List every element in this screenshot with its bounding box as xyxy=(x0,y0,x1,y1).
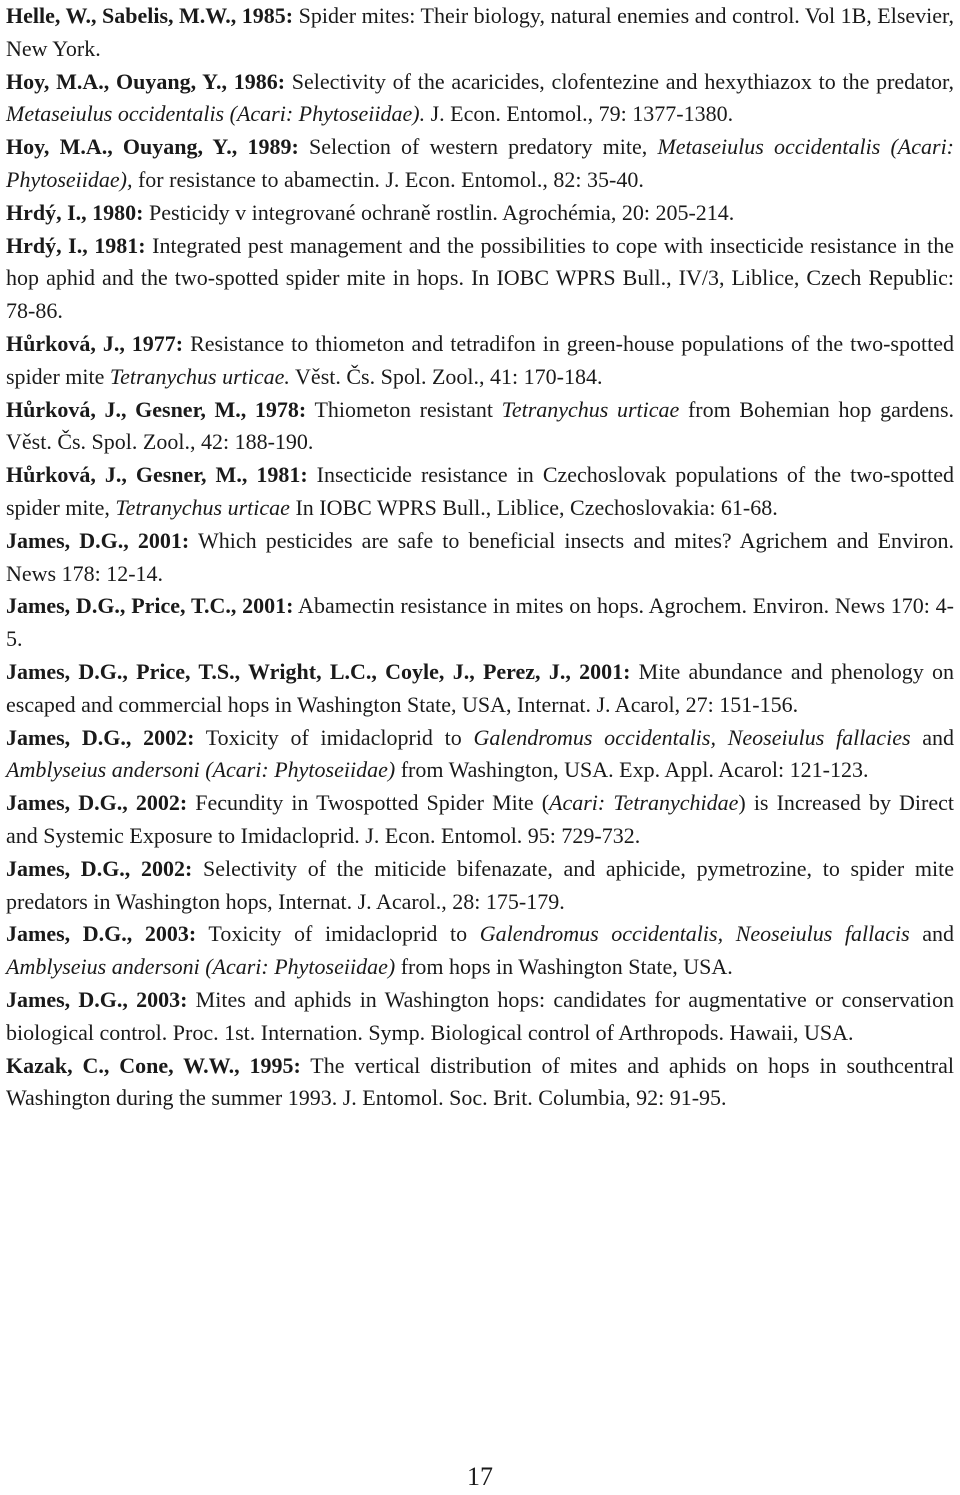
reference-entry xyxy=(6,394,954,460)
reference-authors-year: James, D.G., 2002: xyxy=(6,790,188,816)
reference-authors-year: James, D.G., Price, T.S., Wright, L.C., Coyle, J., Perez, J., 2001: xyxy=(6,658,631,684)
reference-italic-text: Metaseiulus occidentalis (Acari: Phytoseiidae). xyxy=(6,101,426,127)
reference-text: Resistance to thiometon and tetradifon in green-house populations of the two-spotted spider mite xyxy=(6,330,954,389)
reference-text: Fecundity in Twospotted Spider Mite ( xyxy=(187,790,550,816)
reference-italic-text: Tetranychus urticae. xyxy=(109,363,290,389)
reference-text: Integrated pest management and the possibilities to cope with insecticide resistance in the hop aphid and the two-spotted spider mite in hops. In IOBC WPRS Bull., IV/3, Liblice, Czech Republic: 78-86. xyxy=(6,232,954,324)
reference-entry xyxy=(6,722,954,788)
reference-text: Mite abundance and phenology on escaped and commercial hops in Washington State, USA, Internat. J. Acarol, 27: 151-156. xyxy=(6,658,954,717)
reference-authors-year: Hrdý, I., 1981: xyxy=(6,232,146,258)
reference-text: In IOBC WPRS Bull., Liblice, Czechoslovakia: 61-68. xyxy=(289,494,778,520)
reference-text: Pesticidy v integrované ochraně rostlin. Agrochémia, 20: 205-214. xyxy=(143,199,735,225)
reference-italic-text: Tetranychus urticae xyxy=(115,494,290,520)
reference-authors-year: Hůrková, J., Gesner, M., 1981: xyxy=(6,462,308,488)
reference-authors-year: Hůrková, J., 1977: xyxy=(6,330,184,356)
reference-authors-year: Kazak, C., Cone, W.W., 1995: xyxy=(6,1052,301,1078)
reference-entry xyxy=(6,328,954,394)
reference-text: Věst. Čs. Spol. Zool., 41: 170-184. xyxy=(289,363,603,389)
reference-text: Spider mites: Their biology, natural enemies and control. Vol 1B, Elsevier, New York. xyxy=(6,3,955,61)
reference-authors-year: James, D.G., 2002: xyxy=(6,855,193,881)
reference-entry xyxy=(6,984,954,1050)
reference-entry xyxy=(6,853,954,919)
page-number: 17 xyxy=(467,1462,493,1491)
reference-authors-year: James, D.G., Price, T.C., 2001: xyxy=(6,593,294,619)
reference-italic-text: Amblyseius andersoni (Acari: Phytoseiidae) xyxy=(6,757,396,783)
reference-authors-year: Hůrková, J., Gesner, M., 1978: xyxy=(6,396,307,422)
reference-entry xyxy=(6,131,954,197)
reference-text: Thiometon resistant xyxy=(306,396,502,422)
reference-text: ) is Increased by Direct and Systemic Exposure to Imidacloprid. J. Econ. Entomol. 95: 729-732. xyxy=(6,790,954,848)
reference-authors-year: James, D.G., 2001: xyxy=(6,527,190,553)
reference-authors-year: James, D.G., 2003: xyxy=(6,986,188,1012)
reference-entry xyxy=(6,590,954,656)
reference-entry xyxy=(6,230,954,328)
reference-text: J. Econ. Entomol., 79: 1377-1380. xyxy=(425,101,734,127)
reference-text: for resistance to abamectin. J. Econ. Entomol., 82: 35-40. xyxy=(132,166,644,192)
reference-italic-text: Galendromus occidentalis, Neoseiulus fallacis xyxy=(479,921,910,947)
reference-entry xyxy=(6,656,954,722)
reference-text: Selectivity of the miticide bifenazate, and aphicide, pymetrozine, to spider mite predators in Washington hops, Internat. J. Acarol., 28: 175-179. xyxy=(6,855,954,914)
reference-entry xyxy=(6,918,954,984)
reference-text: The vertical distribution of mites and aphids on hops in southcentral Washington during the summer 1993. J. Entomol. Soc. Brit. Columbia, 92: 91-95. xyxy=(6,1052,954,1111)
reference-italic-text: Tetranychus urticae xyxy=(501,396,680,422)
reference-authors-year: Hoy, M.A., Ouyang, Y., 1989: xyxy=(6,134,299,160)
reference-text: from Washington, USA. Exp. Appl. Acarol: 121-123. xyxy=(395,757,869,783)
reference-text: Abamectin resistance in mites on hops. Agrochem. Environ. News 170: 4-5. xyxy=(6,593,954,652)
reference-italic-text: Metaseiulus occidentalis (Acari: Phytoseiidae), xyxy=(6,134,955,192)
reference-entry xyxy=(6,787,954,853)
reference-entry xyxy=(6,525,954,591)
document-page xyxy=(6,0,954,1495)
reference-text: from hops in Washington State, USA. xyxy=(395,954,733,980)
reference-entry xyxy=(6,0,954,66)
reference-text: and xyxy=(909,921,955,947)
reference-italic-text: Acari: Tetranychidae xyxy=(549,790,739,816)
reference-authors-year: Hrdý, I., 1980: xyxy=(6,199,144,225)
reference-entry xyxy=(6,1050,954,1116)
reference-text: Toxicity of imidacloprid to xyxy=(194,724,474,750)
reference-authors-year: Helle, W., Sabelis, M.W., 1985: xyxy=(6,3,294,28)
reference-authors-year: James, D.G., 2002: xyxy=(6,724,195,750)
reference-text: Toxicity of imidacloprid to xyxy=(196,921,480,947)
reference-authors-year: Hoy, M.A., Ouyang, Y., 1986: xyxy=(6,68,286,94)
reference-entry xyxy=(6,459,954,525)
reference-text: from Bohemian hop gardens. Věst. Čs. Spol. Zool., 42: 188-190. xyxy=(6,396,955,455)
reference-entry xyxy=(6,66,954,132)
reference-italic-text: Amblyseius andersoni (Acari: Phytoseiidae) xyxy=(6,954,396,980)
reference-text: and xyxy=(910,724,955,750)
reference-text: Selectivity of the acaricides, clofentezine and hexythiazox to the predator, xyxy=(285,68,955,94)
reference-text: Mites and aphids in Washington hops: candidates for augmentative or conservation biological control. Proc. 1st. Internation. Symp. Biological control of Arthropods. Hawaii, USA. xyxy=(6,986,954,1045)
reference-italic-text: Galendromus occidentalis, Neoseiulus fallacies xyxy=(473,724,911,750)
reference-text: Insecticide resistance in Czechoslovak populations of the two-spotted spider mite, xyxy=(6,462,954,520)
reference-text: Selection of western predatory mite, xyxy=(298,134,658,160)
reference-entry xyxy=(6,197,954,230)
reference-authors-year: James, D.G., 2003: xyxy=(6,921,197,947)
reference-list xyxy=(6,0,954,1115)
reference-text: Which pesticides are safe to beneficial insects and mites? Agrichem and Environ. News 178: 12-14. xyxy=(6,527,954,586)
